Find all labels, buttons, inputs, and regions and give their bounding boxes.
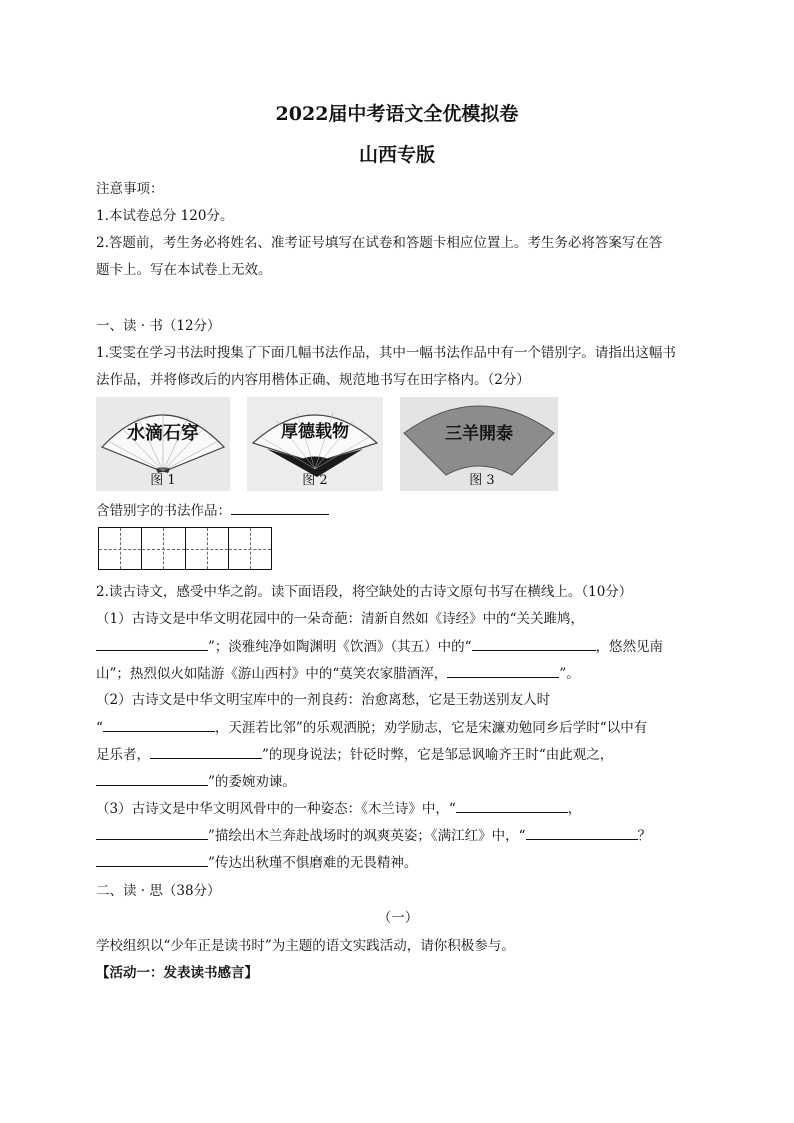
answer-line [96,501,700,520]
q2-p1-line-3 [96,664,700,683]
q2-p2-line-4 [96,772,700,791]
tianzige-cell[interactable] [99,528,142,569]
notes-item-1: 1.本试卷总分 120分。 [96,208,234,224]
section2-subheading: （一） [377,910,419,926]
q2-p3-text-c: ”描绘出木兰奔赴战场时的飒爽英姿；《满江红》中，“ [208,828,526,844]
blank-7[interactable] [456,799,568,813]
blank-3[interactable] [447,664,559,678]
tianzige-cell[interactable] [186,528,229,569]
q2-p1-text-b: ，悠然见南 [595,639,664,655]
q2-p2-text-d: ”的现身说法；针砭时弊，它是邹忌讽喻齐王时“由此观之， [262,747,614,763]
q2-p1-text-a: ”；淡雅纯净如陶渊明《饮酒》（其五）中的“ [208,639,472,655]
tianzige-cell[interactable] [142,528,185,569]
q2-p2-text-e: ”的委婉劝谏。 [208,774,296,790]
q2-p2-text-c: 足乐者， [96,747,150,763]
section2-heading: 二、读 · 思（38分） [96,883,221,899]
q2-p3-line-3 [96,853,700,872]
q2-p1-text-d: ”。 [559,666,580,682]
figure-1-calligraphy: 水滴石穿 [127,423,199,444]
figure-3-calligraphy: 三羊開泰 [445,424,513,444]
figure-2-caption: 图 2 [302,473,328,488]
answer-blank[interactable] [231,501,329,515]
tianzige-cell[interactable] [229,528,271,569]
blank-2[interactable] [472,637,596,651]
q2-p3-line-1 [96,799,700,818]
q2-p2-text-a: “ [96,720,103,736]
activity-1-heading: 【活动一：发表读书感言】 [96,965,258,981]
q2-p2-line-2 [96,718,700,737]
blank-8[interactable] [96,826,208,840]
section1-heading: 一、读 · 书（12分） [96,318,221,334]
q2-p3-text-b: ， [567,801,582,817]
notes-heading: 注意事项： [96,181,164,197]
figure-2-calligraphy: 厚德载物 [281,422,349,442]
q2-p1-line-2 [96,637,700,656]
q1-text-line-1: 1.雯雯在学习书法时搜集了下面几幅书法作品，其中一幅书法作品中有一个错别字。请指出这幅书 [96,345,676,361]
q2-p1-line-1: （1）古诗文是中华文明花园中的一朵奇葩：清新自然如《诗经》中的“关关雎鸠， [96,611,584,627]
q2-p2-line-3 [96,745,700,764]
blank-1[interactable] [96,637,208,651]
paper-subtitle: 山西专版 [358,144,435,166]
q2-p3-text-a: （3）古诗文是中华文明风骨中的一种姿态：《木兰诗》中，“ [96,801,456,817]
figure-1-caption: 图 1 [150,473,176,488]
q2-p1-text-c: 山”；热烈似火如陆游《游山西村》中的“莫笑农家腊酒浑， [96,666,448,682]
notes-item-2-line-2: 题卡上。写在本试卷上无效。 [96,262,272,278]
section2-intro: 学校组织以“少年正是读书时”为主题的语文实践活动，请你积极参与。 [96,938,515,954]
q2-p3-text-e: ”传达出秋瑾不惧磨难的无畏精神。 [208,855,418,871]
blank-5[interactable] [150,745,262,759]
tianzige-grid[interactable] [98,527,272,570]
q2-intro: 2.读古诗文，感受中华之韵。读下面语段，将空缺处的古诗文原句书写在横线上。（10分） [96,584,633,600]
q2-p2-line-1: （2）古诗文是中华文明宝库中的一剂良药：治愈离愁，它是王勃送别友人时 [96,692,551,708]
figure-3-caption: 图 3 [469,473,495,488]
notes-item-2-line-1: 2.答题前，考生务必将姓名、准考证号填写在试卷和答题卡相应位置上。考生务必将答案写在答 [96,235,663,251]
blank-10[interactable] [96,853,208,867]
answer-label: 含错别字的书法作品： [96,503,231,519]
blank-9[interactable] [526,826,638,840]
blank-4[interactable] [103,718,215,732]
blank-6[interactable] [96,772,208,786]
q1-text-line-2: 法作品，并将修改后的内容用楷体正确、规范地书写在田字格内。（2分） [96,372,530,388]
paper-title: 2022届中考语文全优模拟卷 [275,103,519,125]
q2-p3-line-2 [96,826,700,845]
q2-p2-text-b: ，天涯若比邻”的乐观洒脱；劝学励志，它是宋濂劝勉同乡后学时“以中有 [214,720,648,736]
q2-p3-text-d: ？ [637,828,652,844]
